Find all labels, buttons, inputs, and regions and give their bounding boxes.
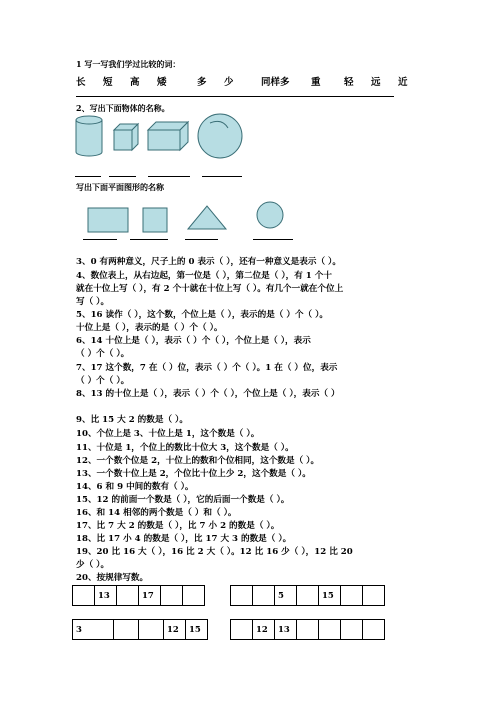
question-9: 9、比 15 大 2 的数是（ ）。 <box>76 415 188 425</box>
sequence-cell[interactable] <box>114 620 139 640</box>
cuboid-figure <box>148 122 188 150</box>
sequence-cell[interactable] <box>363 620 385 640</box>
answer-line[interactable] <box>75 176 101 177</box>
sequence-cell[interactable] <box>341 586 363 606</box>
rectangle-figure <box>88 208 128 232</box>
section3-title: 写出下面平面图形的名称 <box>76 182 164 192</box>
sequence-cell: 17 <box>139 586 161 606</box>
question-8: 8、13 的十位上是（ ），表示（ ）个（ ），个位上是（ ），表示（ ） <box>76 389 340 399</box>
question-14: 14、6 和 9 中间的数有（ ）。 <box>76 482 194 492</box>
word: 轻 <box>344 77 354 88</box>
sequence-cell: 12 <box>253 620 275 640</box>
section2-title: 2、写出下面物体的名称。 <box>76 103 170 113</box>
sequence-cell[interactable] <box>231 586 253 606</box>
question-4-cont: 就在十位上写（ ），有 2 个十就在十位上写（ ）。有几个一就在个位上 <box>76 284 344 294</box>
word: 矮 <box>157 77 167 88</box>
answer-line[interactable] <box>148 176 190 177</box>
cylinder-figure <box>76 116 102 156</box>
question-16: 16、和 14 相邻的两个数是（ ）和（ ）。 <box>76 508 237 518</box>
question-5-cont: 十位上是（ ），表示的是（ ）个（ ）。 <box>76 323 223 333</box>
section1-title: 1 写一写我们学过比较的词： <box>76 59 181 69</box>
sequence-cell: 13 <box>95 586 117 606</box>
sequence-cell[interactable] <box>297 586 319 606</box>
question-17: 17、比 7 大 2 的数是（ ），比 7 小 2 的数是（ ）。 <box>76 521 280 531</box>
cube-figure <box>114 124 138 150</box>
word: 多 <box>197 77 207 88</box>
question-3: 3、0 有两种意义，尺子上的 0 表示（ ），还有一种意义是表示（ ）。 <box>76 257 341 267</box>
sequence-cell[interactable] <box>253 586 275 606</box>
question-4: 4、数位表上，从右边起，第一位是（ ），第二位是（ ），有 1 个十 <box>76 271 332 281</box>
question-12: 12、一个数个位是 2，十位上的数和个位相同，这个数是（ ）。 <box>76 456 320 466</box>
comparison-words <box>76 74 418 88</box>
question-10: 10、个位上是 3、十位上是 1，这个数是（ ）。 <box>76 429 260 439</box>
question-19-cont: 少（ ）。 <box>76 560 110 570</box>
sequence-table-1 <box>72 585 205 606</box>
sequence-cell[interactable] <box>319 620 341 640</box>
sequence-cell: 13 <box>275 620 297 640</box>
sequence-cell[interactable] <box>363 586 385 606</box>
word: 重 <box>311 77 321 88</box>
sequence-cell[interactable] <box>117 586 139 606</box>
question-18: 18、比 17 小 4 的数是（ ），比 17 大 3 的数是（ ）。 <box>76 534 292 544</box>
plane-shapes <box>86 200 296 236</box>
solid-shapes <box>70 110 260 160</box>
word: 短 <box>103 77 113 88</box>
question-6: 6、14 十位上是（ ），表示（ ）个（ ），个位上是（ ），表示 <box>76 336 311 346</box>
sequence-cell: 15 <box>186 620 208 640</box>
sequence-cell[interactable] <box>297 620 319 640</box>
question-13: 13、一个数十位上是 2，个位比十位上少 2，这个数是（ ）。 <box>76 469 311 479</box>
question-11: 11、十位是 1，个位上的数比十位大 3，这个数是（ ）。 <box>76 443 294 453</box>
word: 近 <box>398 77 408 88</box>
question-7-cont: （ ）个（ ）。 <box>76 376 130 386</box>
sequence-cell[interactable] <box>231 620 253 640</box>
sequence-cell: 15 <box>319 586 341 606</box>
word: 远 <box>371 77 381 88</box>
sequence-cell: 5 <box>275 586 297 606</box>
word: 少 <box>224 77 234 88</box>
triangle-figure <box>188 206 226 229</box>
question-15: 15、12 的前面一个数是（ ），它的后面一个数是（ ）。 <box>76 495 290 505</box>
question-4-cont: 写（ ）。 <box>76 297 110 307</box>
answer-line[interactable] <box>202 176 242 177</box>
question-5: 5、16 读作（ ），这个数，个位上是（ ），表示的是（ ）个（ ）。 <box>76 310 329 320</box>
square-figure <box>143 208 167 232</box>
circle-figure <box>257 202 283 228</box>
word: 同样多 <box>261 77 290 88</box>
sequence-cell[interactable] <box>73 586 95 606</box>
sequence-table-3 <box>72 619 208 640</box>
sphere-figure <box>198 114 242 158</box>
word: 长 <box>76 77 86 88</box>
answer-line[interactable] <box>185 239 218 240</box>
answer-line[interactable] <box>109 176 136 177</box>
answer-line[interactable] <box>253 239 293 240</box>
question-19: 19、20 比 16 大（ ），16 比 2 大（ ）。12 比 16 少（ ），12 比 20 <box>76 547 353 557</box>
word: 高 <box>130 77 140 88</box>
sequence-cell[interactable] <box>161 586 183 606</box>
sequence-table-4 <box>230 619 385 640</box>
question-7: 7、17 这个数，7 在（ ）位，表示（ ）个（ ）。1 在（ ）位，表示 <box>76 363 338 373</box>
answer-line[interactable] <box>130 239 168 240</box>
question-20: 20、按规律写数。 <box>76 573 149 583</box>
sequence-cell: 12 <box>164 620 186 640</box>
divider-line <box>76 96 394 97</box>
sequence-cell[interactable] <box>341 620 363 640</box>
answer-line[interactable] <box>83 239 117 240</box>
sequence-cell[interactable] <box>139 620 164 640</box>
question-6-cont: （ ）个（ ）。 <box>76 349 130 359</box>
sequence-cell: 3 <box>73 620 114 640</box>
sequence-cell[interactable] <box>183 586 205 606</box>
sequence-table-2 <box>230 585 385 606</box>
